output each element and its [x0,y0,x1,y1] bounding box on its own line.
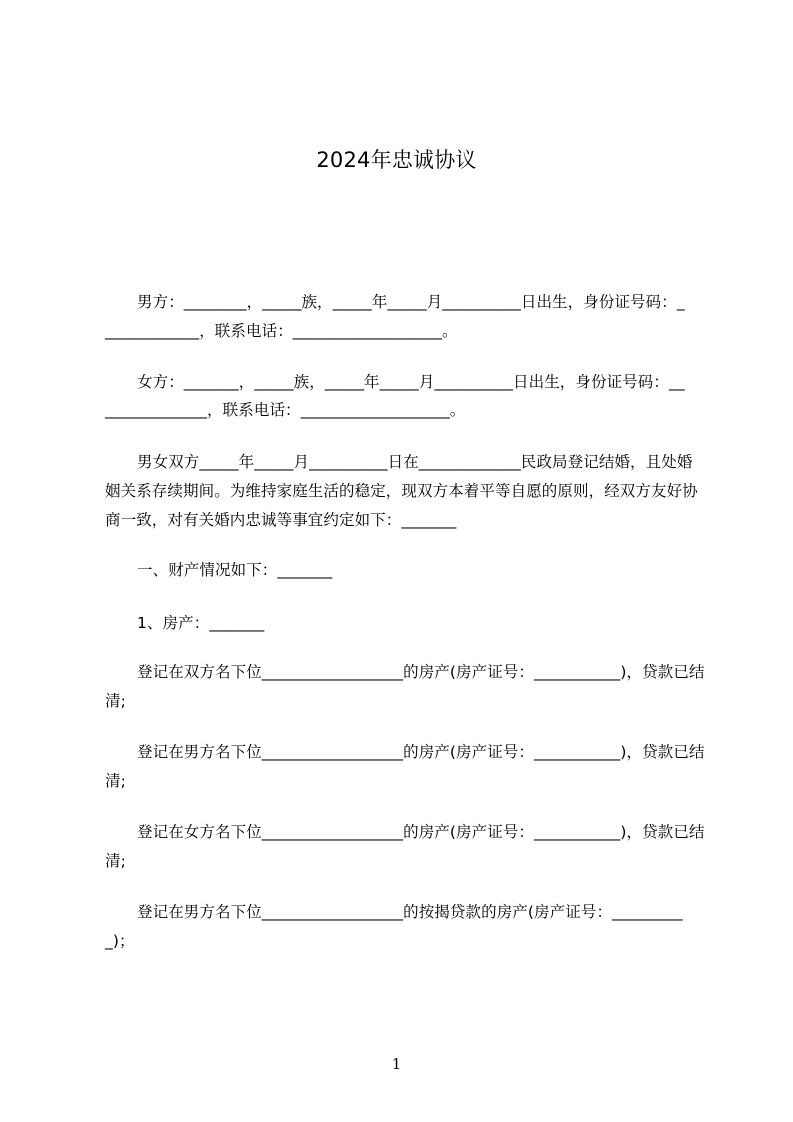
page-number: 1 [391,1055,402,1073]
woman-info-line-1: 女方：_______，_____族，_____年_____月__________日出生，身份证号码：__ [137,373,685,391]
man-info-line-2: ____________，联系电话：___________________。 [105,322,458,340]
property-man-mortgage: 登记在男方名下位__________________的按揭贷款的房产(房产证号：__________)； [105,903,683,950]
woman-info-line-2: _____________，联系电话：___________________。 [105,401,466,419]
document-title: 2024年忠诚协议 [316,148,477,172]
property-both-names: 登记在双方名下位__________________的房产(房产证号：___________)，贷款已结清; [105,663,705,710]
property-woman-name: 登记在女方名下位__________________的房产(房产证号：___________)，贷款已结清; [105,823,705,870]
section-property-heading: 一、财产情况如下：_______ [137,561,333,579]
man-info-line-1: 男方：________，_____族，_____年_____月__________日出生，身份证号码：_ [137,293,685,311]
property-man-name: 登记在男方名下位__________________的房产(房产证号：___________)，贷款已结清; [105,743,705,790]
subsection-real-estate-heading: 1、房产：_______ [137,614,265,632]
marriage-registration-paragraph: 男女双方_____年_____月__________日在_____________民政局登记结婚，且处婚姻关系存续期间。为维持家庭生活的稳定，现双方本着平等自愿的原则，经双方友好协商一致，对有关婚内忠诚等事宜约定如下：_______ [105,453,698,529]
